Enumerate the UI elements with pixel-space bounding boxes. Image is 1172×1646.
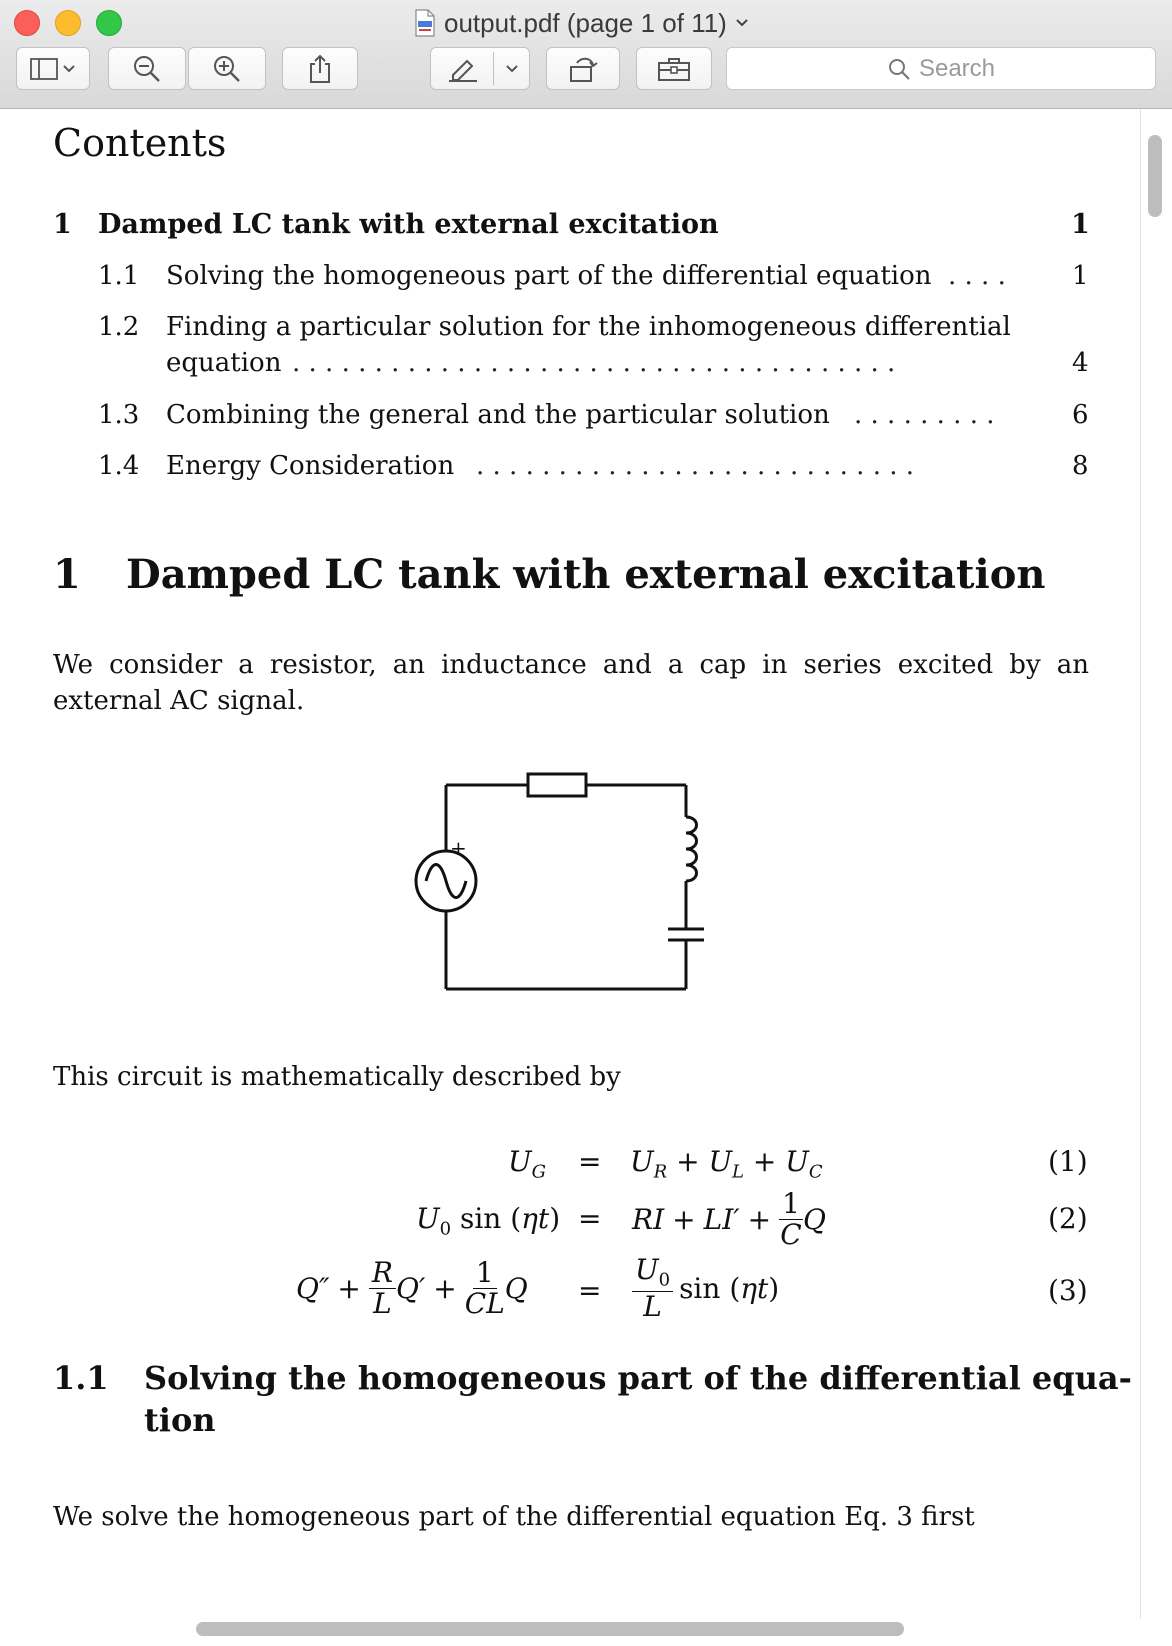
toolbox-button[interactable] (636, 47, 712, 90)
eq3-lhs: Q″ + $\frac{R}{L}$ Q′ + $\frac{1}{CL}$ Q (296, 1256, 528, 1320)
toc-leader-dots: . . . . . . . . . (854, 400, 995, 430)
toc-item-page[interactable]: 4 (1072, 348, 1089, 378)
eq1-rhs: $U_R + U_L + U_C$ (630, 1145, 823, 1183)
toc-item-number[interactable]: 1.3 (98, 400, 140, 430)
intro-paragraph: We consider a resistor, an inductance and a cap in series excited by an external AC signal. (53, 650, 1089, 716)
toc-item-title[interactable]: Energy Consideration (166, 451, 455, 481)
search-icon (887, 57, 911, 81)
toc-item-number[interactable]: 1.1 (98, 261, 140, 291)
source-polarity-plus: + (450, 836, 467, 860)
zoom-in-button[interactable] (188, 47, 266, 90)
eq1-tag: (1) (1048, 1145, 1088, 1178)
fraction-one-over-cl: $\frac{1}{CL}$ (464, 1256, 505, 1320)
toc-item-page[interactable]: 1 (1072, 261, 1089, 291)
toc-main-page[interactable]: 1 (1071, 209, 1090, 240)
zoom-window-button[interactable] (96, 10, 122, 36)
sidebar-toggle-icon (28, 56, 78, 82)
toc-item-page[interactable]: 8 (1072, 451, 1089, 481)
pdf-file-icon (414, 9, 436, 37)
fraction-r-over-l: $\frac{R}{L}$ (369, 1258, 396, 1318)
eq2-equals: = (578, 1202, 602, 1235)
eq1-lhs: $U_G$ (508, 1145, 546, 1183)
zoom-out-icon (132, 54, 162, 84)
document-title[interactable] (414, 6, 749, 40)
vertical-scrollbar[interactable] (1148, 135, 1162, 217)
close-window-button[interactable] (14, 10, 40, 36)
subsection-number: 1.1 (53, 1359, 109, 1397)
toc-main-number[interactable]: 1 (53, 209, 72, 240)
sidebar-toggle-button[interactable] (16, 47, 90, 90)
eq3-tag: (3) (1048, 1274, 1088, 1307)
inductor-symbol (686, 817, 697, 881)
document-title-text: output.pdf (page 1 of 11) (444, 7, 727, 38)
minimize-window-button[interactable] (55, 10, 81, 36)
zoom-in-icon (212, 54, 242, 84)
toc-item-title[interactable]: Finding a particular solution for the inhomogeneous differential (166, 312, 1011, 342)
toc-item-title-continued[interactable]: equation (166, 348, 282, 378)
rotate-icon (567, 54, 599, 84)
markup-pen-icon (447, 55, 481, 83)
toc-item-number[interactable]: 1.4 (98, 451, 140, 481)
chevron-down-icon[interactable] (505, 64, 519, 74)
rotate-button[interactable] (546, 47, 620, 90)
toolbox-icon (657, 55, 691, 83)
section-title: Damped LC tank with external excitation (126, 551, 1046, 598)
resistor-symbol (528, 774, 586, 796)
eq3-equals: = (578, 1274, 602, 1307)
subsection-paragraph: We solve the homogeneous part of the differential equation Eq. 3 first (53, 1502, 975, 1532)
toc-leader-dots: . . . . . . . . . . . . . . . . . . . . . . . . . . . (476, 451, 915, 481)
eq2-tag: (2) (1048, 1202, 1088, 1235)
horizontal-scrollbar[interactable] (196, 1622, 904, 1636)
share-button[interactable] (282, 47, 358, 90)
eq3-rhs: $\frac{U_0}{L}$ sin ( ηt ) (632, 1247, 779, 1329)
subsection-title-continued: tion (144, 1401, 216, 1439)
subsection-title: Solving the homogeneous part of the differential equa- (144, 1359, 1132, 1397)
fraction-u0-over-l: $\frac{U_0}{L}$ (632, 1255, 673, 1321)
share-icon (306, 53, 334, 85)
toc-leader-dots: . . . . . . . . . . . . . . . . . . . . . . . . . . . . . . . . . . . . . (292, 348, 896, 378)
toc-item-number[interactable]: 1.2 (98, 312, 140, 342)
search-placeholder: Search (918, 54, 996, 82)
rlc-circuit-diagram (400, 749, 720, 1009)
markup-button[interactable] (430, 47, 530, 90)
toc-item-page[interactable]: 6 (1072, 400, 1089, 430)
pdf-page (0, 109, 1141, 1619)
eq2-lhs: $U_0$ sin (ηt) (416, 1202, 561, 1240)
eq1-equals: = (578, 1145, 602, 1178)
contents-heading: Contents (53, 121, 227, 165)
toc-leader-dots: . . . . (948, 261, 1006, 291)
eq2-rhs: RI + LI′ + $\frac{1}{C}$ Q (632, 1187, 826, 1251)
window-titlebar (0, 0, 1172, 109)
zoom-out-button[interactable] (108, 47, 186, 90)
section-number: 1 (53, 551, 81, 598)
fraction-one-over-c: $\frac{1}{C}$ (780, 1187, 802, 1251)
chevron-down-icon (735, 18, 749, 28)
search-field[interactable] (726, 47, 1156, 90)
toc-item-title[interactable]: Solving the homogeneous part of the differential equation (166, 261, 932, 291)
toc-main-title[interactable]: Damped LC tank with external excitation (98, 209, 719, 240)
toc-item-title[interactable]: Combining the general and the particular solution (166, 400, 830, 430)
described-by-text: This circuit is mathematically described by (53, 1062, 621, 1092)
